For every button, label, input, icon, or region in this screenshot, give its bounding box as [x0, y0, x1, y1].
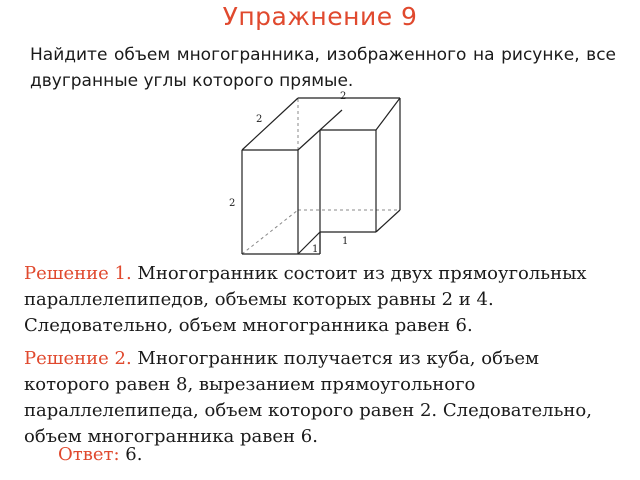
label-top-left: 2	[256, 114, 263, 125]
polyhedron-drawing	[222, 88, 412, 258]
label-bottom-left: 1	[312, 244, 319, 255]
answer-label: Ответ:	[58, 444, 120, 465]
task-text: Найдите объем многогранника, изображенного на рисунке, все двугранные углы которого прямые.	[30, 45, 616, 91]
page-title: Упражнение 9	[222, 2, 418, 31]
label-top-right: 2	[340, 91, 347, 102]
solution-2-text: Многогранник получается из куба, объем которого равен 8, вырезанием прямоугольного параллелепипеда, объем которого равен 2. Следовательно, объем многогранника равен 6.	[24, 348, 592, 447]
solution-2	[24, 346, 624, 450]
polyhedron-figure	[222, 88, 412, 258]
answer-value: 6.	[119, 444, 143, 465]
solution-1	[24, 261, 624, 339]
label-bottom-right: 1	[342, 236, 349, 247]
solution-1-text: Многогранник состоит из двух прямоугольных параллелепипедов, объемы которых равны 2 и 4. Следовательно, объем многогранника равен 6.	[24, 263, 587, 336]
solution-2-label: Решение 2.	[24, 348, 132, 369]
visible-edges	[242, 98, 400, 254]
answer	[58, 442, 142, 468]
label-left-height: 2	[229, 198, 236, 209]
solution-1-label: Решение 1.	[24, 263, 132, 284]
